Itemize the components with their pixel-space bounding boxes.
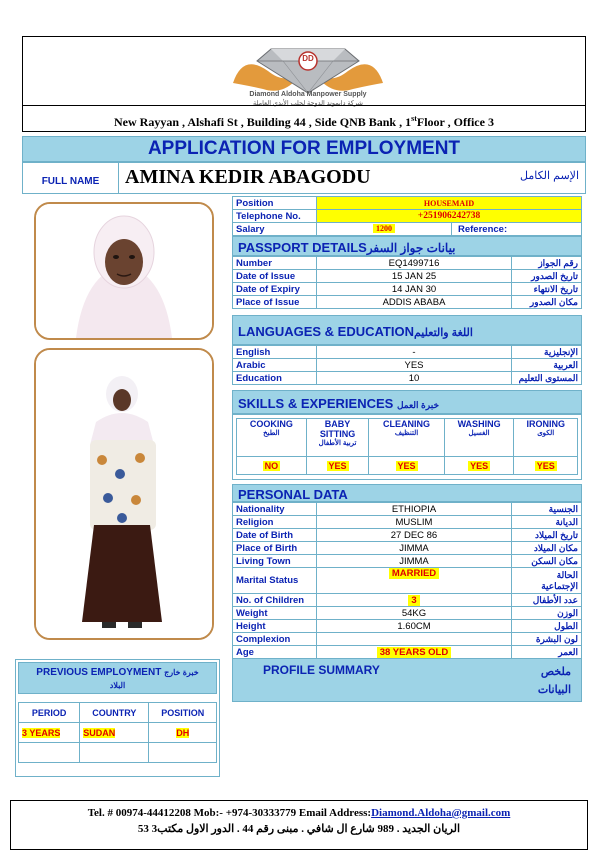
skill-name-2: SITTING (319, 429, 356, 439)
company-logo (223, 43, 393, 107)
row-value-cell (317, 503, 512, 516)
passport-section-header (232, 236, 582, 256)
telephone-value: +251906242738 (317, 210, 582, 223)
country-cell (80, 723, 149, 743)
row-label-ar: تاريخ الميلاد (512, 529, 582, 542)
empty-cell (19, 743, 80, 763)
table-row (233, 620, 582, 633)
table-row (233, 372, 582, 385)
row-value-cell (317, 516, 512, 529)
skill-name-ar: الغسيل (468, 430, 490, 437)
row-value-cell (317, 646, 512, 659)
skills-title-ar: خبرة العمل (396, 400, 440, 410)
passport-title-en: PASSPORT DETAILS (238, 240, 367, 255)
skill-header (369, 419, 444, 457)
row-label: Date of Expiry (233, 283, 317, 296)
row-label: English (233, 346, 317, 359)
skill-value: YES (328, 460, 347, 471)
passport-table (232, 256, 582, 309)
row-value: 15 JAN 25 (317, 270, 512, 283)
row-label-ar: رقم الجواز (512, 257, 582, 270)
row-label: Date of Birth (233, 529, 317, 542)
table-row (233, 197, 582, 210)
empty-cell (149, 743, 217, 763)
skill-value-cell (369, 457, 444, 475)
skill-name-ar: الطبخ (263, 430, 280, 437)
row-label: Place of Issue (233, 296, 317, 309)
profile-summary-ar-2: البيانات (537, 684, 571, 696)
table-row (233, 542, 582, 555)
table-row (237, 419, 578, 457)
table-row (233, 568, 582, 594)
row-label: Arabic (233, 359, 317, 372)
logo-letters: DD (302, 54, 314, 63)
row-value: MUSLIM (395, 516, 433, 528)
skill-value: NO (264, 460, 279, 471)
table-row (233, 646, 582, 659)
row-value-cell (317, 620, 512, 633)
row-value: JIMMA (399, 555, 429, 567)
languages-title-en: LANGUAGES & EDUCATION (238, 324, 414, 339)
personal-table (232, 502, 582, 659)
profile-summary-title-ar (538, 663, 571, 699)
previous-employment-title-ar: خبرة خارج (164, 668, 199, 677)
table-row (233, 633, 582, 646)
row-value: 1.60CM (397, 620, 431, 632)
address-text-2: Floor , Office 3 (416, 115, 494, 129)
full-name-label-ar: الإسم الكامل (520, 170, 579, 182)
skill-name: CLEANING (383, 419, 431, 429)
row-value-cell (317, 607, 512, 620)
table-row (19, 703, 217, 723)
languages-table (232, 345, 582, 385)
skill-value: YES (470, 460, 489, 471)
passport-title-ar: بيانات جواز السفر (366, 241, 456, 255)
table-row (233, 555, 582, 568)
position-value: HOUSEMAID (317, 197, 582, 210)
skill-value: YES (397, 460, 416, 471)
languages-section-header (232, 315, 582, 345)
row-label-ar: مكان السكن (512, 555, 582, 568)
profile-summary-title: PROFILE SUMMARY (263, 663, 380, 677)
table-row (237, 457, 578, 475)
company-name-ar: شركة دايموند الدوحة لجلب الأيدي العاملة (253, 100, 363, 107)
period-value: 3 YEARS (22, 727, 61, 738)
previous-employment-title: PREVIOUS EMPLOYMENT (36, 667, 162, 678)
col-position: POSITION (149, 703, 217, 723)
row-label: Age (233, 646, 317, 659)
full-name-row (22, 162, 586, 194)
table-row (19, 723, 217, 743)
row-label: Height (233, 620, 317, 633)
skill-value: YES (536, 460, 555, 471)
skill-name-ar: الكوى (537, 430, 555, 437)
row-value-cell (317, 594, 512, 607)
salary-value: 1200 (373, 224, 395, 233)
skill-name-ar: التنظيف (394, 430, 419, 437)
row-label: No. of Children (233, 594, 317, 607)
languages-title-ar: اللغة والتعليم (413, 327, 473, 339)
row-label-ar: الجنسية (512, 503, 582, 516)
row-label-ar: المستوى التعليم (512, 372, 582, 385)
country-value: SUDAN (83, 727, 116, 738)
footer-email-link[interactable]: Diamond.Aldoha@gmail.com (371, 807, 511, 819)
footer-address-ar: 53 الريان الجديد . 989 شارع ال شافي . مبنى رقم 44 . الدور الاول مكتب3 (137, 823, 461, 835)
row-label-ar: الديانة (512, 516, 582, 529)
col-country: COUNTRY (80, 703, 149, 723)
marital-ar-line: الحالة (556, 569, 578, 580)
skills-section-title (238, 396, 439, 411)
table-row (233, 346, 582, 359)
row-label-ar: تاريخ الصدور (512, 270, 582, 283)
row-label-ar: مكان الصدور (512, 296, 582, 309)
row-value: 14 JAN 30 (317, 283, 512, 296)
row-label-ar: العمر (512, 646, 582, 659)
table-row (19, 743, 217, 763)
company-name-en: Diamond Aldoha Manpower Supply (249, 91, 367, 98)
row-value-cell (317, 633, 512, 646)
row-label: Number (233, 257, 317, 270)
table-row (233, 283, 582, 296)
row-label-ar: العربية (512, 359, 582, 372)
table-row (233, 210, 582, 223)
previous-employment-table (18, 702, 217, 763)
table-row (233, 270, 582, 283)
footer (10, 800, 588, 850)
row-value: 54KG (401, 607, 427, 619)
skills-section-header (232, 390, 582, 414)
footer-contact (11, 807, 587, 819)
skill-header (444, 419, 514, 457)
skill-value-cell (306, 457, 369, 475)
table-row (233, 257, 582, 270)
period-cell (19, 723, 80, 743)
profile-summary-ar-1: ملخص (540, 666, 571, 678)
row-label: Marital Status (233, 568, 317, 594)
row-label-ar: الإنجليزية (512, 346, 582, 359)
row-label-ar (512, 568, 582, 594)
table-row (233, 359, 582, 372)
profile-summary (232, 658, 582, 702)
full-name-value: AMINA KEDIR ABAGODU (125, 166, 371, 188)
personal-section-header (232, 484, 582, 502)
skill-value-cell (444, 457, 514, 475)
row-label: Place of Birth (233, 542, 317, 555)
skills-box (232, 414, 582, 480)
skill-name: IRONING (526, 419, 565, 429)
table-row (233, 503, 582, 516)
row-label: Living Town (233, 555, 317, 568)
row-value: 27 DEC 86 (390, 529, 438, 541)
prev-position-value: DH (176, 727, 190, 738)
row-label-ar: الوزن (512, 607, 582, 620)
marital-status-value: MARRIED (389, 568, 439, 579)
skill-header (514, 419, 578, 457)
row-value-cell (317, 542, 512, 555)
previous-employment (15, 659, 220, 777)
form-title: APPLICATION FOR EMPLOYMENT (147, 138, 461, 159)
reference-label: Reference: (452, 223, 582, 236)
row-label-ar: تاريخ الانتهاء (512, 283, 582, 296)
form-title-band (22, 136, 586, 162)
row-label: Weight (233, 607, 317, 620)
skill-name: COOKING (249, 419, 293, 429)
row-value: JIMMA (399, 542, 429, 554)
skill-name-ar: تربية الأطفال (318, 440, 357, 447)
skill-value-cell (514, 457, 578, 475)
col-period: PERIOD (19, 703, 80, 723)
skill-name: BABY (324, 419, 351, 429)
marital-ar-line: الإجتماعية (541, 580, 578, 591)
footer-contact-text: Tel. # 00974-44412208 Mob:- +974-30333779 Email Address: (87, 807, 372, 819)
table-row (233, 607, 582, 620)
full-name-label: FULL NAME (23, 163, 119, 193)
row-value: 38 YEARS OLD (377, 647, 451, 658)
skills-title-en: SKILLS & EXPERIENCES (238, 396, 394, 411)
table-row (233, 296, 582, 309)
passport-section-title (238, 240, 456, 255)
portrait-photo (34, 202, 214, 340)
row-value: ADDIS ABABA (317, 296, 512, 309)
row-value: - (317, 346, 512, 359)
job-table (232, 196, 582, 236)
salary-label: Salary (233, 223, 317, 236)
row-label-ar: مكان الميلاد (512, 542, 582, 555)
position-label: Position (233, 197, 317, 210)
telephone-label: Telephone No. (233, 210, 317, 223)
previous-employment-title-ar-2: البلاد (109, 681, 126, 690)
skill-header (306, 419, 369, 457)
company-header (22, 36, 586, 132)
row-value: YES (317, 359, 512, 372)
personal-section-title: PERSONAL DATA (238, 487, 348, 502)
skill-value-cell (237, 457, 307, 475)
row-value: ETHIOPIA (391, 503, 437, 515)
row-value-cell (317, 529, 512, 542)
position-cell (149, 723, 217, 743)
row-label-ar: عدد الأطفال (512, 594, 582, 607)
row-label-ar: الطول (512, 620, 582, 633)
row-label-ar: لون البشرة (512, 633, 582, 646)
languages-section-title (238, 324, 473, 339)
row-label: Complexion (233, 633, 317, 646)
full-body-photo (34, 348, 214, 640)
row-value: EQ1499716 (317, 257, 512, 270)
skill-name: WASHING (457, 419, 501, 429)
row-label: Education (233, 372, 317, 385)
row-value-cell (317, 568, 512, 594)
previous-employment-header (18, 662, 217, 694)
skill-header (237, 419, 307, 457)
salary-cell (317, 223, 452, 236)
row-value: 3 (408, 595, 419, 606)
empty-cell (80, 743, 149, 763)
company-address (23, 105, 585, 131)
details-column (232, 196, 582, 659)
row-label: Nationality (233, 503, 317, 516)
row-label: Religion (233, 516, 317, 529)
table-row (233, 516, 582, 529)
skills-table (236, 418, 578, 475)
table-row (233, 529, 582, 542)
address-text: New Rayyan , Alshafi St , Building 44 , Side QNB Bank , 1 (114, 115, 412, 129)
table-row (233, 594, 582, 607)
row-value: 10 (317, 372, 512, 385)
row-value-cell (317, 555, 512, 568)
address-sup: st (411, 114, 417, 123)
table-row (233, 223, 582, 236)
row-label: Date of Issue (233, 270, 317, 283)
